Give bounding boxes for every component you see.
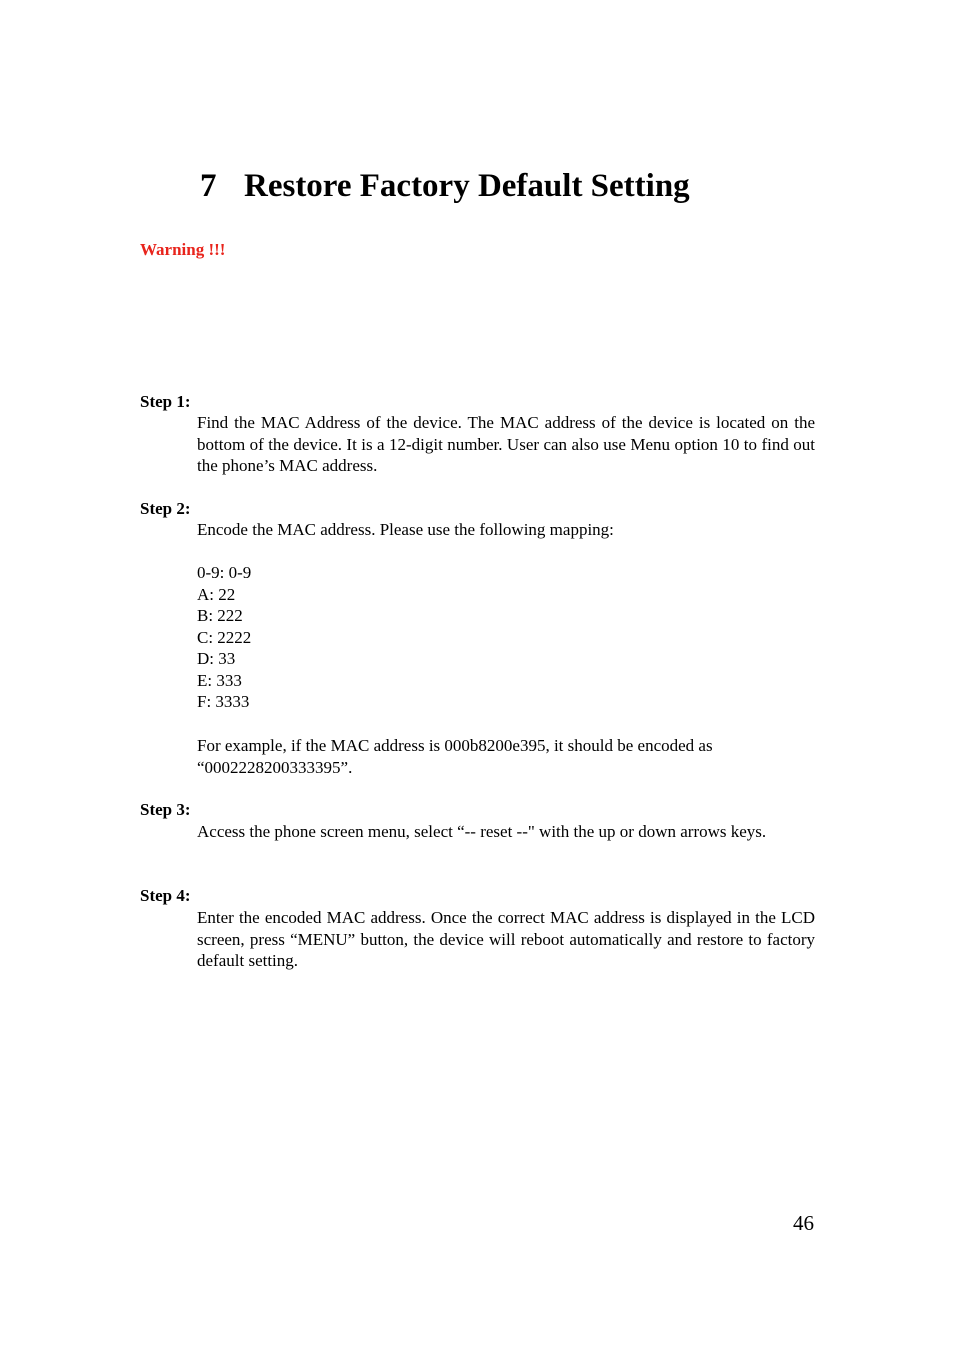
step-1-text: Find the MAC Address of the device. The MAC address of the device is located on the bottom of the device. It is a 12-digit number. User can also use Menu option 10 to find out the phone’s MAC address.	[197, 413, 815, 475]
encoding-example	[197, 735, 713, 778]
step-3-label: Step 3:	[140, 800, 191, 819]
warning-label: Warning !!!	[140, 240, 226, 259]
page-number: 46	[793, 1211, 814, 1235]
step-2-text: Encode the MAC address. Please use the following mapping:	[197, 520, 614, 539]
step-4-text: Enter the encoded MAC address. Once the correct MAC address is displayed in the LCD screen, press “MENU” button, the device will reboot automatically and restore to factory default setting.	[197, 908, 815, 970]
mapping-item: D: 33	[197, 649, 236, 668]
chapter-number: 7	[200, 168, 217, 204]
example-encoded-value: “0002228200333395”.	[197, 757, 353, 777]
mapping-item: F: 3333	[197, 692, 250, 711]
mapping-item: C: 2222	[197, 627, 252, 647]
chapter-title: Restore Factory Default Setting	[244, 168, 690, 204]
step-2-label: Step 2:	[140, 499, 191, 518]
mapping-item: 0-9: 0-9	[197, 563, 252, 582]
step-1-label: Step 1:	[140, 392, 191, 411]
step-3-text: Access the phone screen menu, select “-- reset --" with the up or down arrows keys.	[197, 822, 767, 841]
mapping-item: A: 22	[197, 584, 236, 604]
chapter-heading	[200, 168, 690, 205]
mapping-list	[197, 562, 251, 713]
mapping-item: B: 222	[197, 606, 243, 625]
example-line: For example, if the MAC address is 000b8200e395, it should be encoded as	[197, 736, 713, 755]
step-4-label: Step 4:	[140, 886, 191, 905]
mapping-item: E: 333	[197, 670, 242, 690]
